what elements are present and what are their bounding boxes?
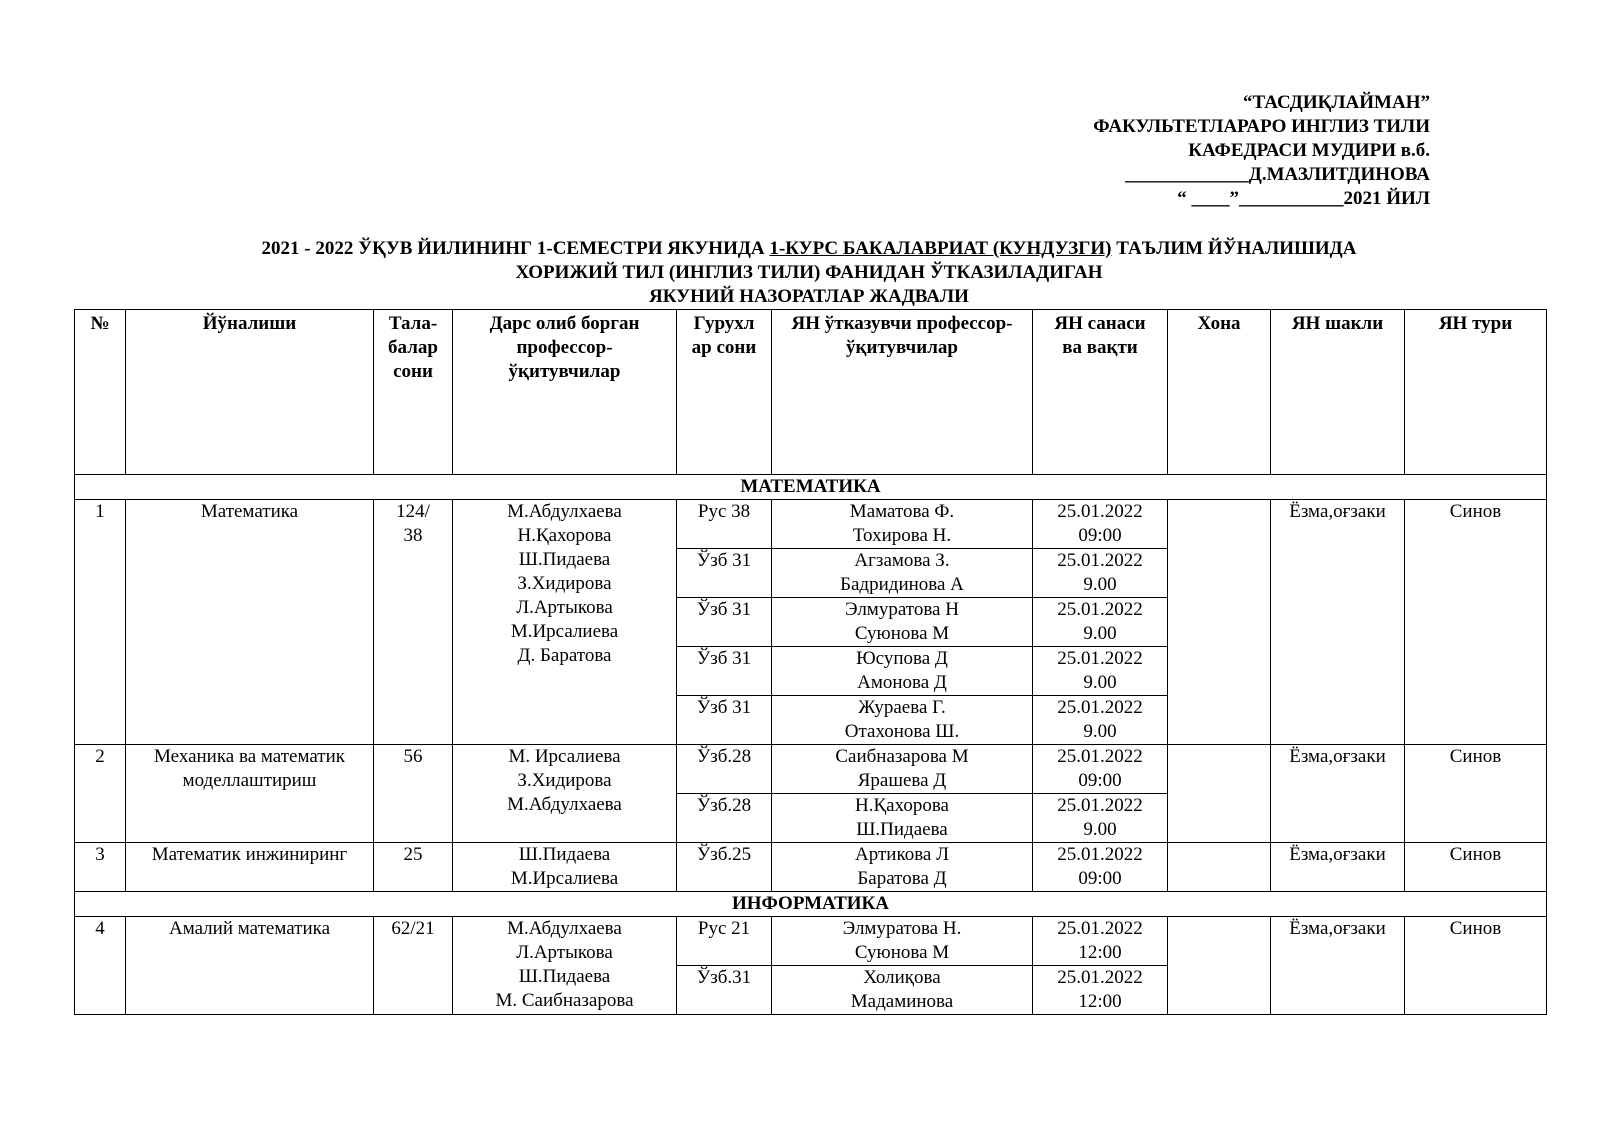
row-students: 124/ 38	[374, 500, 453, 745]
row-type: Синов	[1405, 843, 1547, 892]
row-datetime: 25.01.2022 12:00	[1033, 917, 1168, 966]
row-examiners: Саибназарова М Ярашева Д	[772, 745, 1033, 794]
header-groups: Гурухл ар сони	[677, 310, 772, 475]
row-group: Ўзб 31	[677, 647, 772, 696]
header-num: №	[75, 310, 126, 475]
row-datetime: 25.01.2022 09:00	[1033, 500, 1168, 549]
row-datetime: 25.01.2022 12:00	[1033, 966, 1168, 1015]
table-row	[75, 843, 1547, 892]
row-form: Ёзма,оғзаки	[1271, 843, 1405, 892]
row-num: 1	[75, 500, 126, 745]
row-teachers: М. Ирсалиева З.Хидирова М.Абдулхаева	[453, 745, 677, 843]
header-datetime: ЯН санаси ва вақти	[1033, 310, 1168, 475]
row-direction: Математик инжиниринг	[126, 843, 374, 892]
row-teachers: Ш.Пидаева М.Ирсалиева	[453, 843, 677, 892]
row-direction: Амалий математика	[126, 917, 374, 1015]
row-examiners: Агзамова З. Бадридинова А	[772, 549, 1033, 598]
row-type: Синов	[1405, 917, 1547, 1015]
row-room	[1168, 843, 1271, 892]
row-students: 25	[374, 843, 453, 892]
row-group: Ўзб 31	[677, 598, 772, 647]
row-group: Ўзб.31	[677, 966, 772, 1015]
row-group: Ўзб.25	[677, 843, 772, 892]
approval-line-head: КАФЕДРАСИ МУДИРИ в.б.	[1188, 140, 1430, 161]
row-type: Синов	[1405, 745, 1547, 843]
row-datetime: 25.01.2022 09:00	[1033, 843, 1168, 892]
header-examiners: ЯН ўтказувчи профессор- ўқитувчилар	[772, 310, 1033, 475]
row-examiners: Артикова Л Баратова Д	[772, 843, 1033, 892]
header-students: Тала- балар сони	[374, 310, 453, 475]
row-examiners: Н.Қахорова Ш.Пидаева	[772, 794, 1033, 843]
row-datetime: 25.01.2022 9.00	[1033, 696, 1168, 745]
row-room	[1168, 745, 1271, 843]
row-form: Ёзма,оғзаки	[1271, 917, 1405, 1015]
row-datetime: 25.01.2022 9.00	[1033, 598, 1168, 647]
title-underlined-course: 1-КУРС БАКАЛАВРИАТ (КУНДУЗГИ)	[769, 238, 1112, 259]
row-group: Рус 21	[677, 917, 772, 966]
row-form: Ёзма,оғзаки	[1271, 500, 1405, 745]
row-teachers: М.Абдулхаева Н.Қахорова Ш.Пидаева З.Хидирова Л.Артыкова М.Ирсалиева Д. Баратова	[453, 500, 677, 745]
row-type: Синов	[1405, 500, 1547, 745]
row-direction: Математика	[126, 500, 374, 745]
table-row	[75, 745, 1547, 794]
header-direction: Йўналиши	[126, 310, 374, 475]
row-examiners: Элмуратова Н. Суюнова М	[772, 917, 1033, 966]
table-header-row	[75, 310, 1547, 475]
row-num: 3	[75, 843, 126, 892]
row-room	[1168, 917, 1271, 1015]
section-row-math	[75, 475, 1547, 500]
title-line-1	[74, 237, 1544, 261]
header-teachers: Дарс олиб борган профессор- ўқитувчилар	[453, 310, 677, 475]
row-examiners: Юсупова Д Амонова Д	[772, 647, 1033, 696]
row-room	[1168, 500, 1271, 745]
title-line-3: ЯКУНИЙ НАЗОРАТЛАР ЖАДВАЛИ	[649, 286, 969, 307]
row-examiners: Маматова Ф. Тохирова Н.	[772, 500, 1033, 549]
row-examiners: Жураева Г. Отахонова Ш.	[772, 696, 1033, 745]
header-form: ЯН шакли	[1271, 310, 1405, 475]
table-row	[75, 917, 1547, 966]
row-students: 62/21	[374, 917, 453, 1015]
row-direction: Механика ва математик моделлаштириш	[126, 745, 374, 843]
title-part-1: 2021 - 2022 ЎҚУВ ЙИЛИНИНГ 1-СЕМЕСТРИ ЯКУНИДА	[261, 238, 770, 259]
row-group: Ўзб.28	[677, 794, 772, 843]
header-room: Хона	[1168, 310, 1271, 475]
approval-line-date: “ ____”___________2021 ЙИЛ	[1177, 188, 1430, 209]
title-line-2: ХОРИЖИЙ ТИЛ (ИНГЛИЗ ТИЛИ) ФАНИДАН ЎТКАЗИЛАДИГАН	[515, 262, 1103, 283]
approval-line-approve: “ТАСДИҚЛАЙМАН”	[1243, 92, 1430, 113]
row-examiners: Холиқова Мадаминова	[772, 966, 1033, 1015]
section-row-informatics	[75, 892, 1547, 917]
section-title-math: МАТЕМАТИКА	[75, 475, 1547, 500]
header-type: ЯН тури	[1405, 310, 1547, 475]
document-title	[74, 237, 1544, 309]
row-teachers: М.Абдулхаева Л.Артыкова Ш.Пидаева М. Саибназарова	[453, 917, 677, 1015]
title-part-2: ТАЪЛИМ ЙЎНАЛИШИДА	[1111, 238, 1357, 259]
approval-block	[1093, 91, 1430, 211]
table-row	[75, 500, 1547, 549]
approval-line-signature: _____________Д.МАЗЛИТДИНОВА	[1125, 164, 1430, 185]
section-title-informatics: ИНФОРМАТИКА	[75, 892, 1547, 917]
exam-schedule-table	[74, 309, 1547, 1015]
row-examiners: Элмуратова Н Суюнова М	[772, 598, 1033, 647]
approval-line-department: ФАКУЛЬТЕТЛАРАРО ИНГЛИЗ ТИЛИ	[1093, 116, 1430, 137]
row-num: 4	[75, 917, 126, 1015]
row-num: 2	[75, 745, 126, 843]
row-datetime: 25.01.2022 9.00	[1033, 549, 1168, 598]
row-group: Ўзб.28	[677, 745, 772, 794]
row-datetime: 25.01.2022 9.00	[1033, 647, 1168, 696]
row-group: Рус 38	[677, 500, 772, 549]
row-datetime: 25.01.2022 9.00	[1033, 794, 1168, 843]
row-datetime: 25.01.2022 09:00	[1033, 745, 1168, 794]
row-group: Ўзб 31	[677, 696, 772, 745]
row-group: Ўзб 31	[677, 549, 772, 598]
row-form: Ёзма,оғзаки	[1271, 745, 1405, 843]
row-students: 56	[374, 745, 453, 843]
